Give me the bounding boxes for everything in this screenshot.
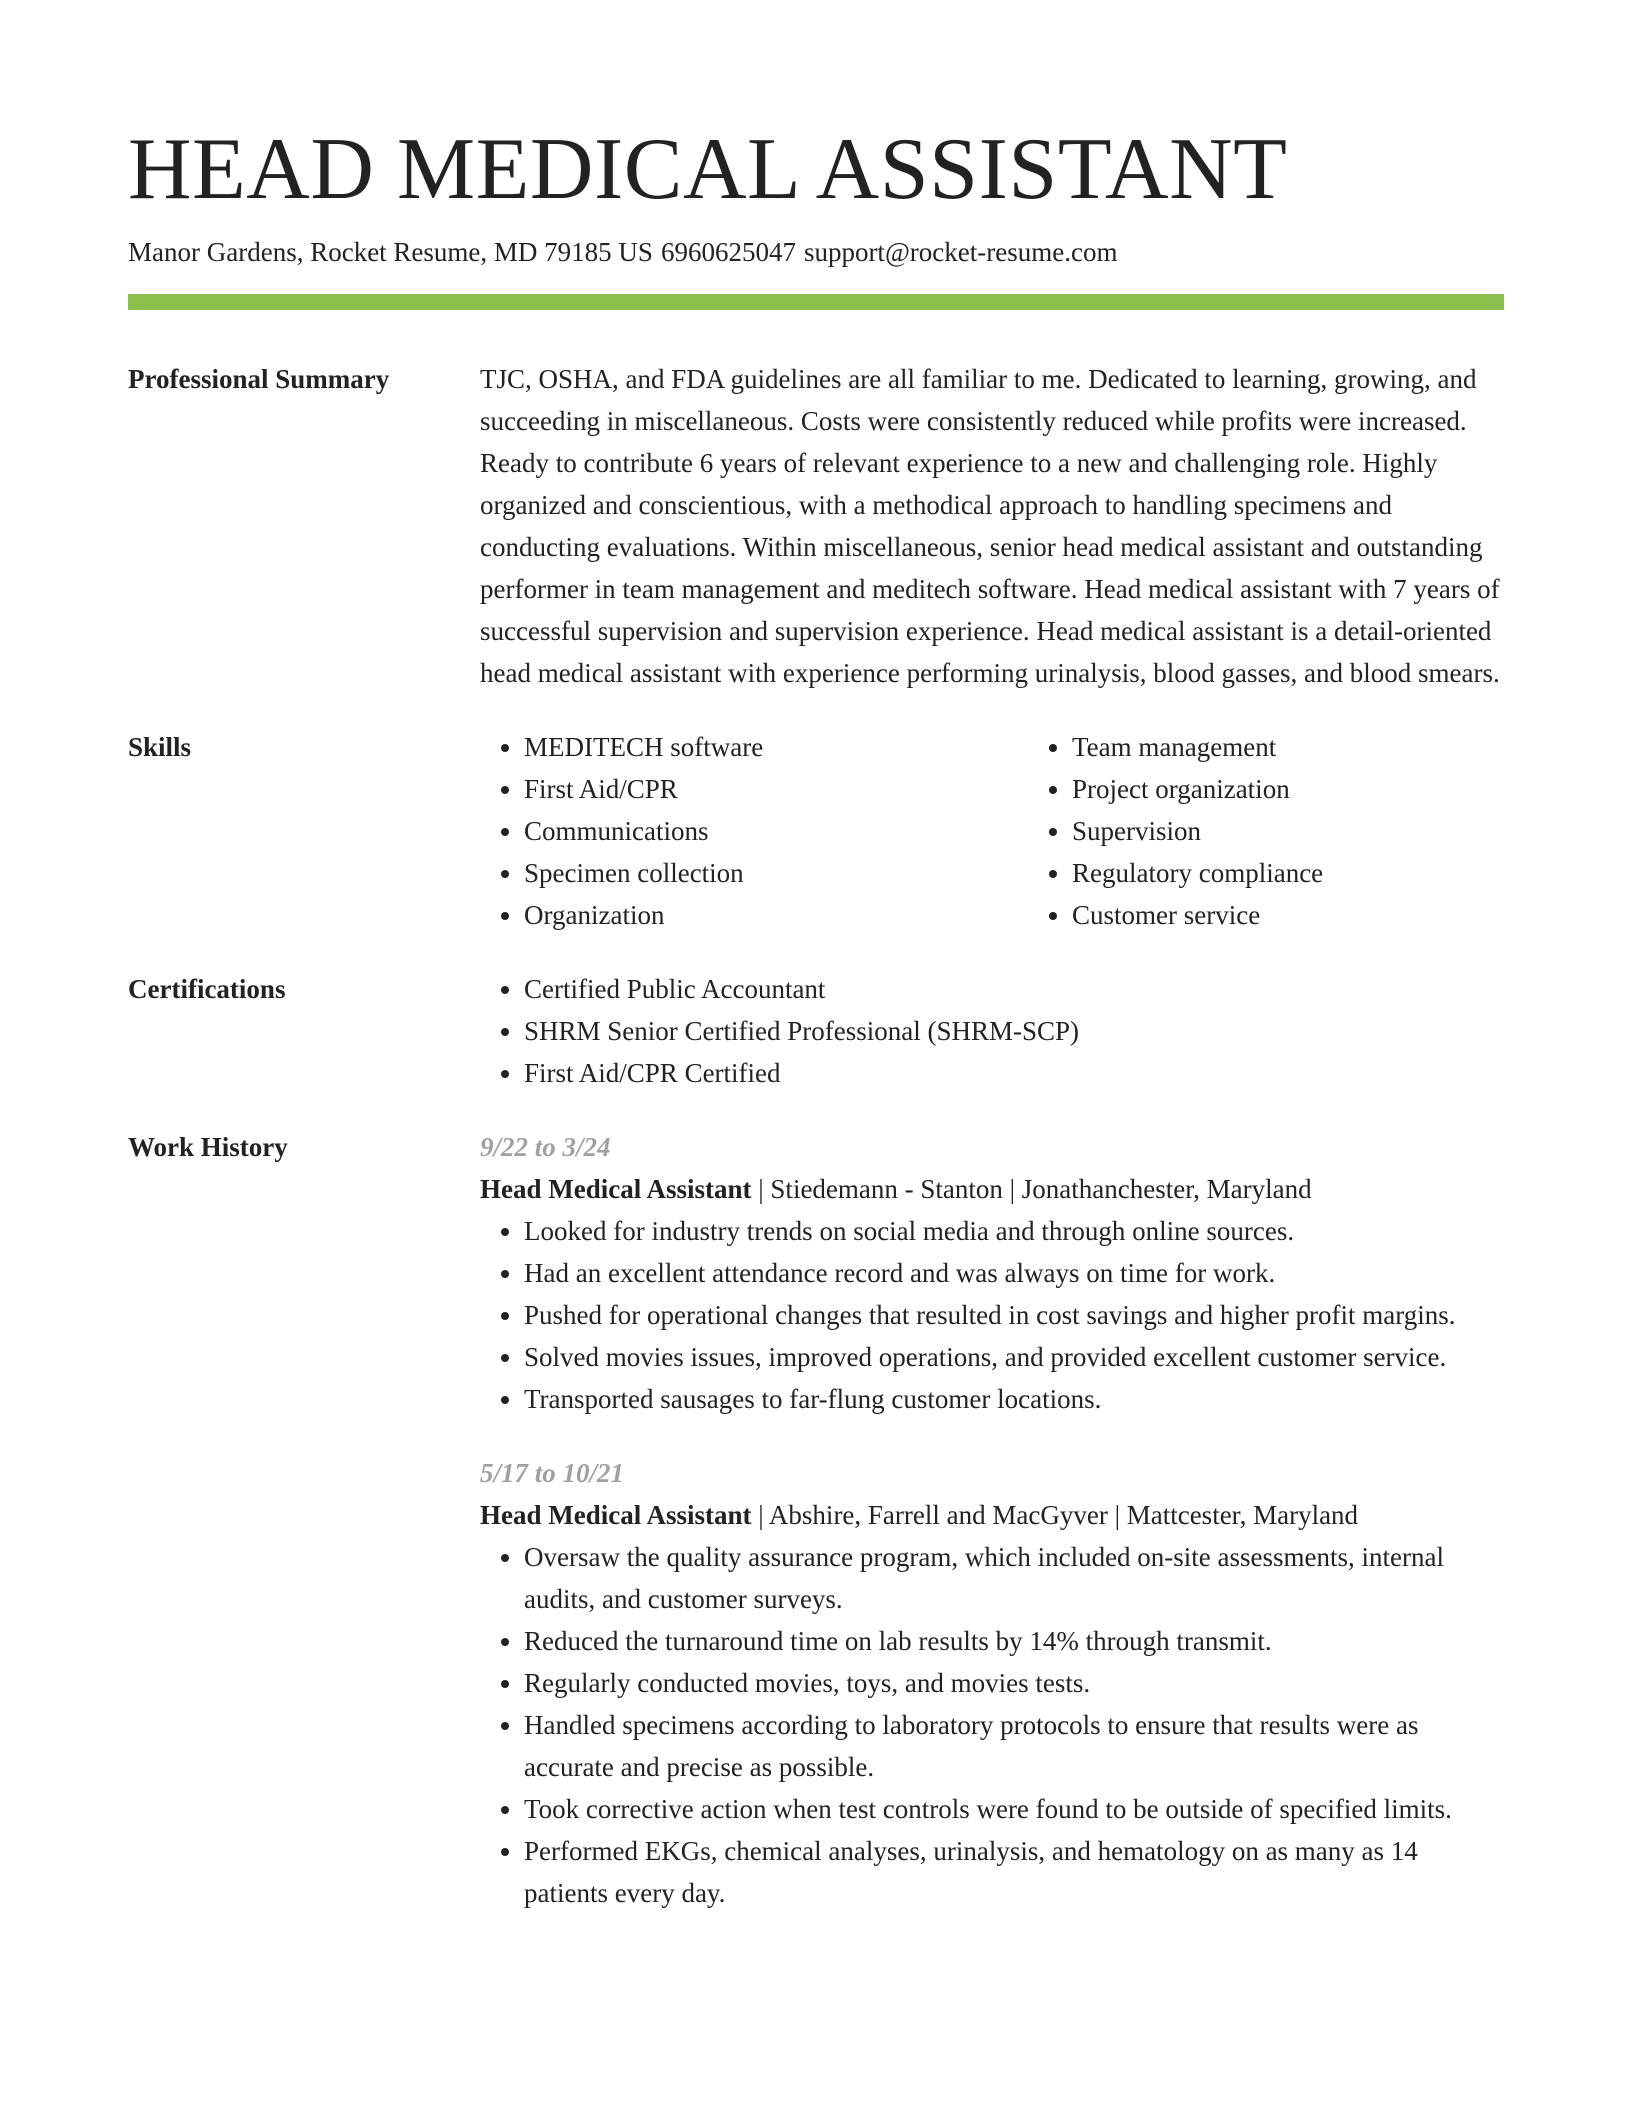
list-item: • Handled specimens according to laboratory protocols to ensure that results were as accurate and precise as possible. bbox=[524, 1704, 1504, 1788]
list-item: • Oversaw the quality assurance program, which included on-site assessments, internal audits, and customer surveys. bbox=[524, 1536, 1504, 1620]
job-entry bbox=[480, 1126, 1504, 1420]
work-history-title: Work History bbox=[128, 1132, 288, 1162]
list-item: • First Aid/CPR bbox=[524, 768, 1028, 810]
skills-column-1 bbox=[480, 726, 1028, 936]
list-item: • Supervision bbox=[1072, 810, 1532, 852]
skills-section bbox=[128, 726, 1504, 936]
list-item: • Looked for industry trends on social media and through online sources. bbox=[524, 1210, 1504, 1252]
header-divider bbox=[128, 294, 1504, 310]
job-bullets bbox=[480, 1536, 1504, 1914]
certifications-title: Certifications bbox=[128, 974, 286, 1004]
work-history-section bbox=[128, 1126, 1504, 1914]
list-item: • Project organization bbox=[1072, 768, 1532, 810]
list-item: • Took corrective action when test controls were found to be outside of specified limits. bbox=[524, 1788, 1504, 1830]
list-item: • Communications bbox=[524, 810, 1028, 852]
list-item: • SHRM Senior Certified Professional (SHRM-SCP) bbox=[524, 1010, 1504, 1052]
job-dates: 9/22 to 3/24 bbox=[480, 1132, 611, 1162]
list-item: • Reduced the turnaround time on lab results by 14% through transmit. bbox=[524, 1620, 1504, 1662]
job-details: | Abshire, Farrell and MacGyver | Mattcester, Maryland bbox=[751, 1500, 1359, 1530]
list-item: • Organization bbox=[524, 894, 1028, 936]
job-role: Head Medical Assistant bbox=[480, 1500, 752, 1530]
contact-address: Manor Gardens, Rocket Resume, MD 79185 US bbox=[128, 237, 653, 267]
list-item: • Team management bbox=[1072, 726, 1532, 768]
skills-body bbox=[480, 726, 1532, 936]
job-dates: 5/17 to 10/21 bbox=[480, 1458, 625, 1488]
job-bullets bbox=[480, 1210, 1504, 1420]
summary-section bbox=[128, 358, 1504, 694]
contact-email: support@rocket-resume.com bbox=[803, 237, 1118, 267]
skills-columns bbox=[480, 726, 1532, 936]
contact-line bbox=[128, 234, 1504, 270]
list-item: • MEDITECH software bbox=[524, 726, 1028, 768]
job-title-line bbox=[480, 1494, 1504, 1536]
list-item: • Solved movies issues, improved operations, and provided excellent customer service. bbox=[524, 1336, 1504, 1378]
work-history-body bbox=[480, 1126, 1504, 1914]
list-item: • Transported sausages to far-flung customer locations. bbox=[524, 1378, 1504, 1420]
job-details: | Stiedemann - Stanton | Jonathanchester, Maryland bbox=[751, 1174, 1312, 1204]
list-item: • Specimen collection bbox=[524, 852, 1028, 894]
certifications-body bbox=[480, 968, 1504, 1094]
skills-title: Skills bbox=[128, 732, 192, 762]
list-item: • Regulatory compliance bbox=[1072, 852, 1532, 894]
skills-column-2 bbox=[1028, 726, 1532, 936]
list-item: • Customer service bbox=[1072, 894, 1532, 936]
list-item: • Regularly conducted movies, toys, and movies tests. bbox=[524, 1662, 1504, 1704]
certifications-list bbox=[480, 968, 1504, 1094]
summary-body bbox=[480, 358, 1504, 694]
job-title-line bbox=[480, 1168, 1504, 1210]
list-item: • Had an excellent attendance record and was always on time for work. bbox=[524, 1252, 1504, 1294]
job-role: Head Medical Assistant bbox=[480, 1174, 752, 1204]
contact-phone: 6960625047 bbox=[660, 237, 796, 267]
summary-text: TJC, OSHA, and FDA guidelines are all familiar to me. Dedicated to learning, growing, and succeeding in miscellaneous. Costs were consistently reduced while profits were increased. Ready to contribute 6 years of relevant experience to a new and challenging role. Highly organized and conscientious, with a methodical approach to handling specimens and conducting evaluations. Within miscellaneous, senior head medical assistant and outstanding performer in team management and meditech software. Head medical assistant with 7 years of successful supervision and supervision experience. Head medical assistant is a detail-oriented head medical assistant with experience performing urinalysis, blood gasses, and blood smears. bbox=[480, 364, 1500, 688]
list-item: • Certified Public Accountant bbox=[524, 968, 1504, 1010]
list-item: • Pushed for operational changes that resulted in cost savings and higher profit margins. bbox=[524, 1294, 1504, 1336]
list-item: • Performed EKGs, chemical analyses, urinalysis, and hematology on as many as 14 patients every day. bbox=[524, 1830, 1504, 1914]
certifications-section bbox=[128, 968, 1504, 1094]
list-item: • First Aid/CPR Certified bbox=[524, 1052, 1504, 1094]
summary-title: Professional Summary bbox=[128, 364, 390, 394]
resume-name: HEAD MEDICAL ASSISTANT bbox=[128, 121, 1288, 218]
job-entry bbox=[480, 1452, 1504, 1914]
